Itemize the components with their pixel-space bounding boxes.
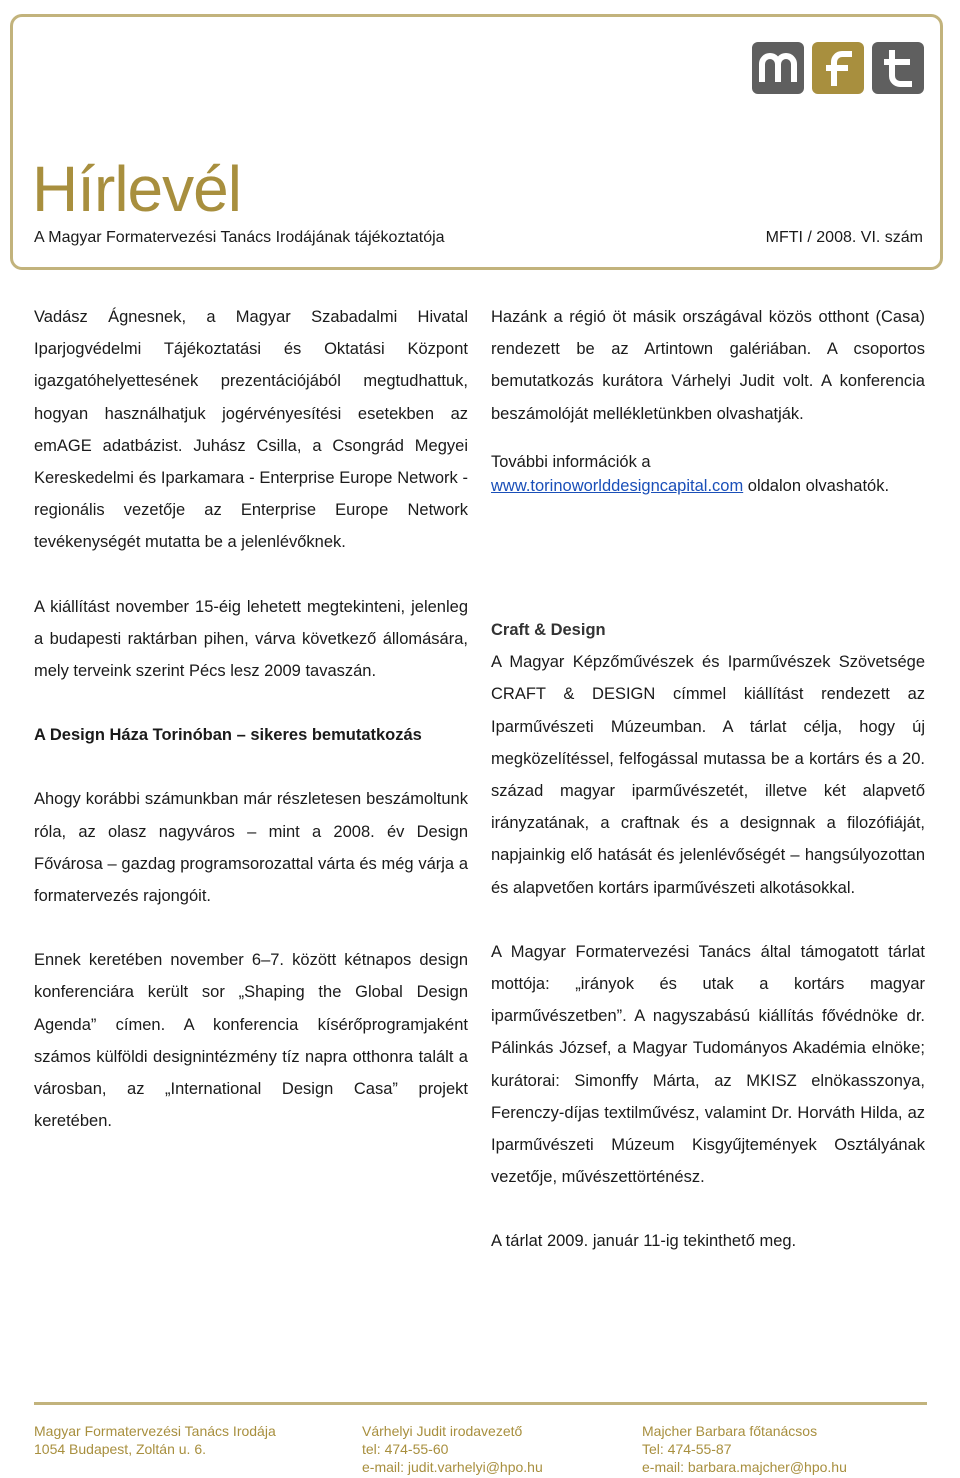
paragraph-craft-design: A Magyar Képzőművészek és Iparművészek Szövetsége CRAFT & DESIGN címmel kiállítást rendezett az Iparművészeti Múzeumban. A tárlat célja, hogy új megközelítéssel, felfogással mutassa be a kortárs és a 20. század magyar iparművészetét, illetve két alapvető irányzatának, a craftnak és a designnak a filozófiáját, napjainkig elő hatását és jelenlévőségét – hangsúlyozottan és alapvetően kortárs iparművészeti alkotásokkal. xyxy=(491,653,925,897)
newsletter-subtitle: A Magyar Formatervezési Tanács Irodájának tájékoztatója xyxy=(34,229,445,246)
right-column-lower xyxy=(491,614,925,1258)
paragraph-closing-date: A tárlat 2009. január 11-ig tekinthető meg. xyxy=(491,1232,797,1251)
footer-contact-1 xyxy=(362,1422,543,1476)
paragraph-conference: Ennek keretében november 6–7. között kétnapos design konferenciára került sor „Shaping the Global Design Agenda” címen. A konferencia kísérőprogramjaként számos külföldi designintézmény tíz napra otthonra talált a városban, az „International Design Casa” projekt keretében. xyxy=(34,951,468,1131)
footer-contact-2 xyxy=(642,1422,847,1476)
footer-contact-1-email[interactable]: e-mail: judit.varhelyi@hpo.hu xyxy=(362,1459,543,1475)
footer-office-address: 1054 Budapest, Zoltán u. 6. xyxy=(34,1441,207,1457)
footer-office-name: Magyar Formatervezési Tanács Irodája xyxy=(34,1423,276,1439)
footer-rule xyxy=(34,1402,927,1405)
footer-contact-2-phone: Tel: 474-55-87 xyxy=(642,1441,732,1457)
logo-t-tile xyxy=(872,42,924,94)
more-info-prefix: További információk a xyxy=(491,452,651,471)
masthead-title: Hírlevél xyxy=(32,153,241,225)
paragraph-casa: Hazánk a régió öt másik országával közös otthont (Casa) rendezett be az Artintown galériában. A csoportos bemutatkozás kurátora Várhelyi Judit volt. A konferencia beszámolóját mellékletünkben olvashatják. xyxy=(491,308,925,423)
section-heading-craft-design: Craft & Design xyxy=(491,621,606,639)
logo-m-tile xyxy=(752,42,804,94)
section-heading-design-haza: A Design Háza Torinóban – sikeres bemutatkozás xyxy=(34,726,422,745)
footer-contact-2-email[interactable]: e-mail: barbara.majcher@hpo.hu xyxy=(642,1459,847,1475)
right-column xyxy=(491,301,925,498)
mft-logo xyxy=(752,42,924,98)
paragraph-motto: A Magyar Formatervezési Tanács által támogatott tárlat mottója: „irányok és utak a kortárs magyar iparművészetben”. A nagyszabású kiállítás fővédnöke dr. Pálinkás József, a Magyar Tudományos Akadémia elnöke; kurátorai: Simonffy Márta, az MKISZ elnökasszonya, Ferenczy-díjas textilművész, valamint Dr. Horváth Hilda, az Iparművészeti Múzeum Kisgyűjtemények Osztályának vezetője, művészettörténész. xyxy=(491,942,925,1187)
more-info-suffix: oldalon olvashatók. xyxy=(743,476,890,495)
logo-f-tile xyxy=(812,42,864,94)
torino-link[interactable]: www.torinoworlddesigncapital.com xyxy=(491,476,744,495)
paragraph-exhibition: A kiállítást november 15-éig lehetett megtekinteni, jelenleg a budapesti raktárban pihen, várva következő állomására, mely terveink szerint Pécs lesz 2009 tavaszán. xyxy=(34,597,468,681)
paragraph-emage: Vadász Ágnesnek, a Magyar Szabadalmi Hivatal Iparjogvédelmi Tájékoztatási és Oktatási Központ igazgatóhelyettesének prezentációjából megtudhattuk, hogyan használhatjuk jogérvényesítési esetekben az emAGE adatbázist. Juhász Csilla, a Csongrád Megyei Kereskedelmi és Iparkamara - Enterprise Europe Network - regionális vezetője az Enterprise Europe Network tevékenységét mutatta be a jelenlévőknek. xyxy=(34,308,468,552)
footer-office xyxy=(34,1422,276,1458)
paragraph-torino: Ahogy korábbi számunkban már részletesen beszámoltunk róla, az olasz nagyváros – mint a 2008. év Design Fővárosa – gazdag programsorozattal várta és még várja a formatervezés rajongóit. xyxy=(34,790,468,906)
footer-contact-1-name: Várhelyi Judit irodavezető xyxy=(362,1423,523,1439)
footer-contact-2-name: Majcher Barbara főtanácsos xyxy=(642,1423,818,1439)
more-info xyxy=(491,450,925,498)
left-column xyxy=(34,301,468,1137)
issue-number: MFTI / 2008. VI. szám xyxy=(765,229,923,246)
footer-contact-1-phone: tel: 474-55-60 xyxy=(362,1441,449,1457)
